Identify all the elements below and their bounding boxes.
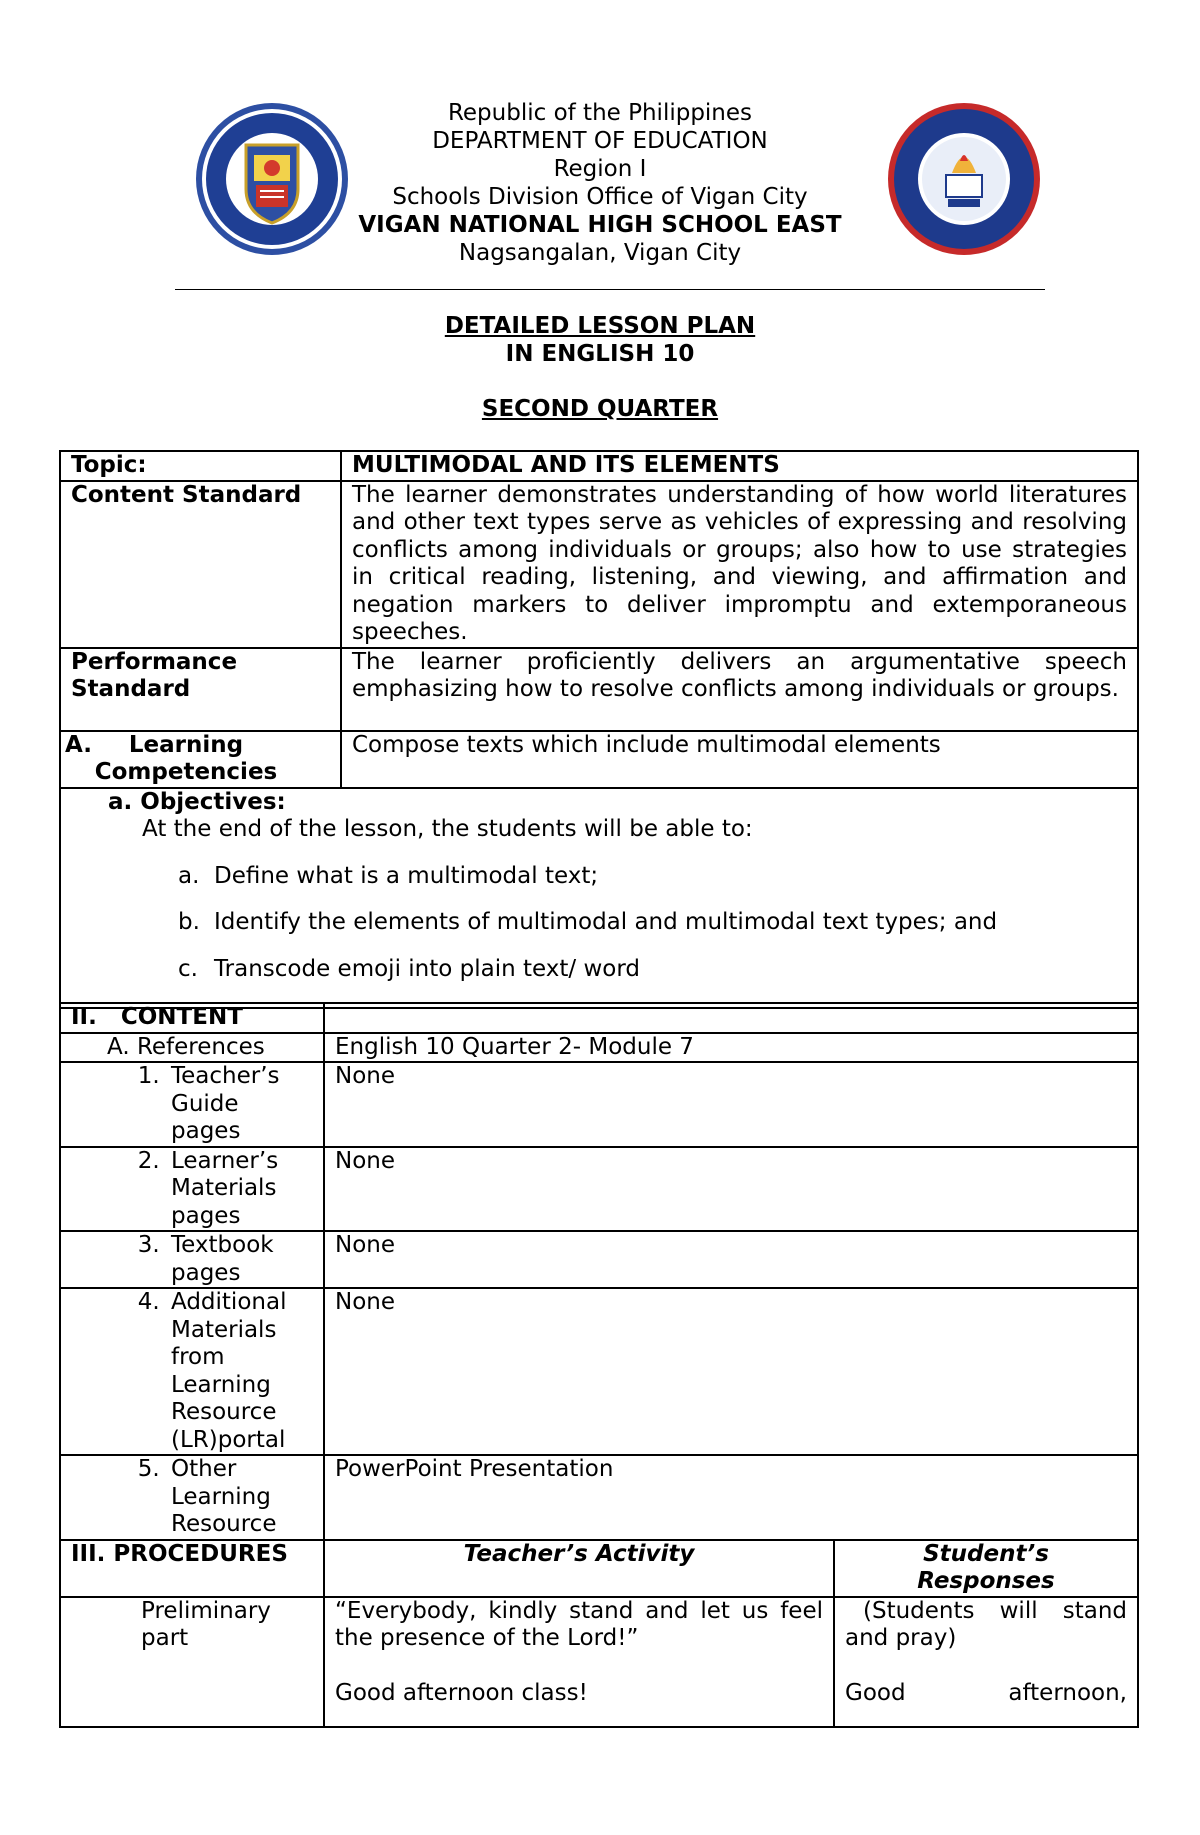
title-line-2: IN ENGLISH 10 <box>505 341 695 367</box>
student-responses-cell <box>834 1597 1138 1727</box>
objective-item <box>61 863 1127 891</box>
preliminary-row <box>60 1597 1138 1727</box>
resource-row <box>60 1062 1138 1147</box>
header-division: Schools Division Office of Vigan City <box>392 184 808 210</box>
topic-value: MULTIMODAL AND ITS ELEMENTS <box>341 451 1138 481</box>
header-address: Nagsangalan, Vigan City <box>458 240 742 266</box>
resource-label: 2. Learner’s Materials pages <box>167 1148 313 1231</box>
resource-label: 3. Textbook pages <box>167 1232 313 1287</box>
objective-key: c. <box>178 955 198 982</box>
competency-value: Compose texts which include multimodal elements <box>341 731 1138 788</box>
competency-label-cell <box>60 731 341 788</box>
resource-label: 1. Teacher’s Guide pages <box>167 1063 313 1146</box>
objectives-cell <box>60 788 1138 1008</box>
vnhs-east-seal-logo <box>886 101 1042 257</box>
resource-value: None <box>324 1231 1138 1288</box>
resource-value: None <box>324 1147 1138 1232</box>
standards-table <box>59 450 1139 1009</box>
performance-standard-value: The learner proficiently delivers an argumentative speech emphasizing how to resolve conflicts among individuals or groups. <box>341 648 1138 731</box>
resource-label-cell <box>60 1288 324 1455</box>
quarter-title: SECOND QUARTER <box>481 396 719 422</box>
objective-key: b. <box>178 909 200 935</box>
content-standard-value: The learner demonstrates understanding of how world literatures and other text types serve as vehicles of expressing and resolving conflicts among individuals or groups; also how to use strategies in critical reading, listening, and viewing, and affirmation and negation markers to deliver impromptu and extemporaneous speeches. <box>341 481 1138 648</box>
resource-row <box>60 1231 1138 1288</box>
competency-label: Learning Competencies <box>94 731 278 785</box>
objective-item <box>61 909 1127 937</box>
content-heading-empty <box>324 1003 1138 1033</box>
content-heading-row <box>60 1003 1138 1033</box>
resource-label-cell <box>60 1062 324 1147</box>
topic-row <box>60 451 1138 481</box>
teacher-activity-header: Teacher’s Activity <box>324 1540 834 1597</box>
resource-label-cell <box>60 1147 324 1232</box>
references-value: English 10 Quarter 2- Module 7 <box>324 1033 1138 1063</box>
references-label: A. References <box>60 1033 324 1063</box>
objective-key: a. <box>178 862 200 889</box>
objective-text: Define what is a multimodal text; <box>214 862 599 889</box>
resource-value: None <box>324 1062 1138 1147</box>
content-heading: II. CONTENT <box>60 1003 324 1033</box>
resource-label-cell <box>60 1231 324 1288</box>
objectives-heading: a. Objectives: <box>108 788 286 815</box>
competency-letter: A. <box>65 731 92 758</box>
teacher-line: “Everybody, kindly stand and let us feel the presence of the Lord!” <box>335 1597 823 1651</box>
teacher-line: Good afternoon class! <box>335 1679 588 1706</box>
objective-text: Identify the elements of multimodal and multimodal text types; and <box>214 909 998 935</box>
objective-item <box>61 956 1127 984</box>
resource-value: PowerPoint Presentation <box>324 1455 1138 1540</box>
resource-label: 4. Additional Materials from Learning Resource (LR)portal <box>167 1289 313 1454</box>
header-republic: Republic of the Philippines <box>447 100 753 126</box>
resource-label: 5. Other Learning Resource <box>167 1456 313 1539</box>
resource-row <box>60 1288 1138 1455</box>
resource-label-cell <box>60 1455 324 1540</box>
objectives-row <box>60 788 1138 1008</box>
performance-standard-row <box>60 648 1138 731</box>
resource-value: None <box>324 1288 1138 1455</box>
content-standard-row <box>60 481 1138 648</box>
header-divider <box>175 289 1045 290</box>
objectives-intro: At the end of the lesson, the students will be able to: <box>142 816 753 842</box>
competency-row <box>60 731 1138 788</box>
student-line: (Students will stand and pray) <box>845 1597 1127 1651</box>
performance-standard-label: Performance Standard <box>60 648 341 731</box>
header-school-name: VIGAN NATIONAL HIGH SCHOOL EAST <box>358 212 842 238</box>
header-block <box>300 99 900 267</box>
teacher-activity-cell <box>324 1597 834 1727</box>
references-row <box>60 1033 1138 1063</box>
content-table <box>59 1002 1139 1728</box>
objective-text: Transcode emoji into plain text/ word <box>214 955 640 982</box>
title-line-1: DETAILED LESSON PLAN <box>444 313 756 339</box>
student-line: Good afternoon, <box>845 1679 1127 1706</box>
resource-row <box>60 1147 1138 1232</box>
preliminary-label: Preliminary part <box>60 1597 324 1727</box>
header-region: Region I <box>553 156 647 182</box>
procedures-heading: III. PROCEDURES <box>60 1540 324 1597</box>
header-department: DEPARTMENT OF EDUCATION <box>432 128 768 154</box>
topic-label: Topic: <box>60 451 341 481</box>
procedures-header-row <box>60 1540 1138 1597</box>
resource-row <box>60 1455 1138 1540</box>
student-responses-header: Student’s Responses <box>834 1540 1138 1597</box>
content-standard-label: Content Standard <box>60 481 341 648</box>
